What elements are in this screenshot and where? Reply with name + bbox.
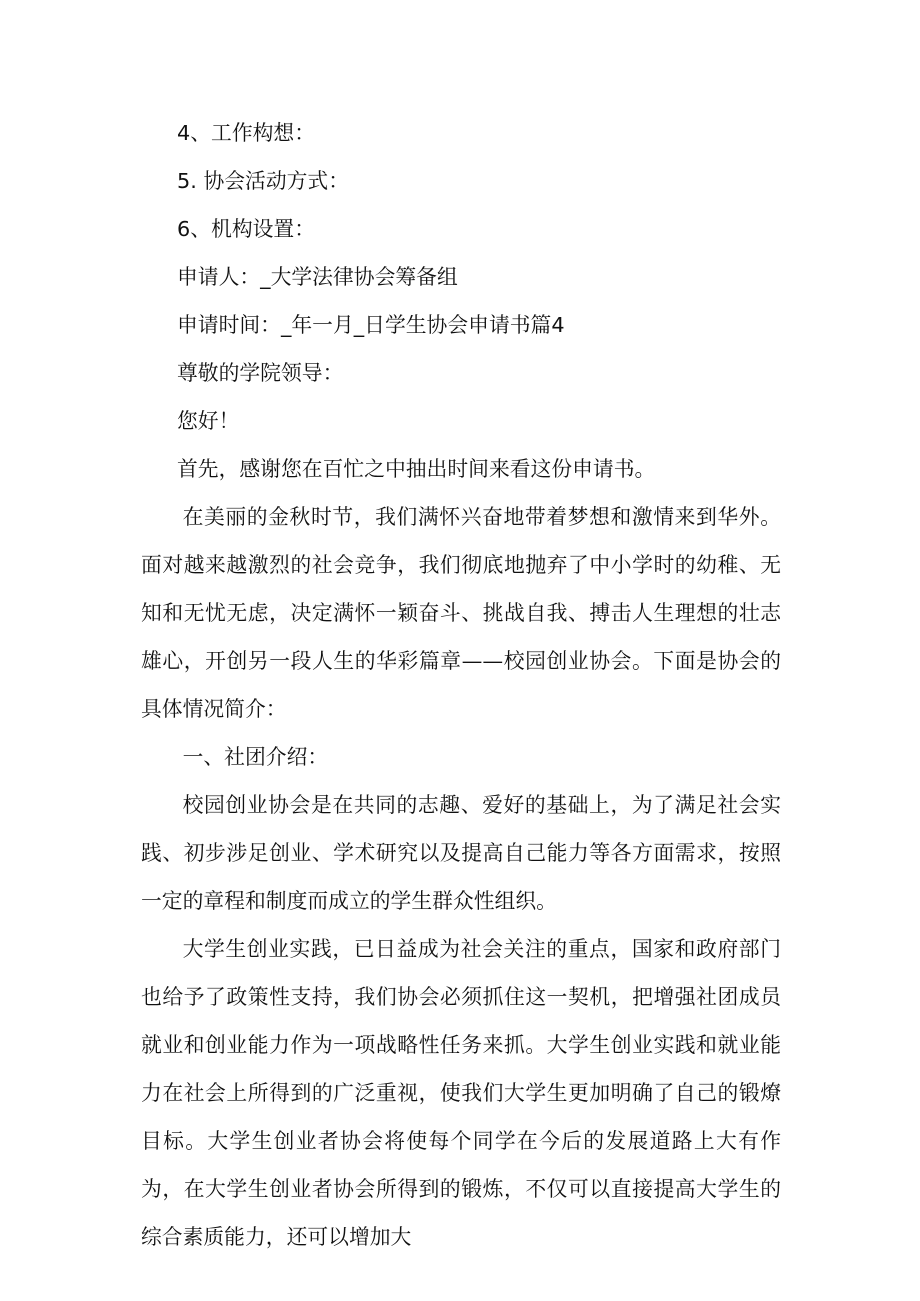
- application-date-line: 申请时间：_年一月_日学生协会申请书篇4: [177, 313, 565, 337]
- section-heading-club-intro: 一、社团介绍：: [182, 745, 329, 769]
- salutation: 尊敬的学院领导：: [177, 361, 344, 385]
- item-work-concept: 4、工作构想：: [177, 121, 316, 145]
- opening-line: 首先，感谢您在百忙之中抽出时间来看这份申请书。: [177, 457, 656, 481]
- paragraph-club-description: 校园创业协会是在共同的志趣、爱好的基础上，为了满足社会实践、初步涉足创业、学术研究以及提高自己能力等各方面需求，按照一定的章程和制度而成立的学生群众性组织。: [141, 793, 781, 913]
- item-organization: 6、机构设置：: [177, 217, 316, 241]
- paragraph-entrepreneurship: 大学生创业实践，已日益成为社会关注的重点，国家和政府部门也给予了政策性支持，我们协会必须抓住这一契机，把增强社团成员就业和创业能力作为一项战略性任务来抓。大学生创业实践和就业能力在社会上所得到的广泛重视，使我们大学生更加明确了自己的锻燎目标。大学生创业者协会将使每个同学在今后的发展道路上大有作为，在大学生创业者协会所得到的锻炼，不仅可以直接提高大学生的综合素质能力，还可以增加大: [141, 937, 781, 1249]
- greeting: 您好！: [177, 409, 240, 433]
- paragraph-intro: 在美丽的金秋时节，我们满怀兴奋地带着梦想和激情来到华外。面对越来越激烈的社会竞争，我们彻底地抛弃了中小学时的幼稚、无知和无忧无虑，决定满怀一颖奋斗、挑战自我、搏击人生理想的壮志雄心，开创另一段人生的华彩篇章——校园创业协会。下面是协会的具体情况简介：: [141, 505, 781, 721]
- applicant-line: 申请人：_大学法律协会筹备组: [177, 265, 458, 289]
- document-body: [141, 109, 781, 1261]
- item-activity-method: 5. 协会活动方式：: [177, 169, 350, 193]
